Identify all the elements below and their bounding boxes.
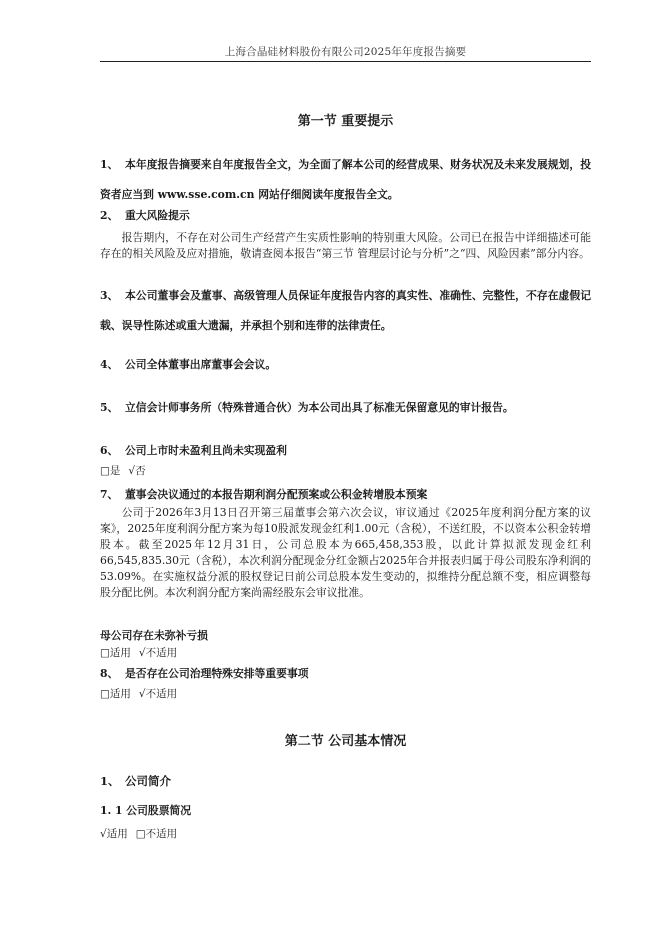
item-1-text: 本年度报告摘要来自年度报告全文，为全面了解本公司的经营成果、财务状况及未来发展规划，投资者应当到 www.sse.com.cn 网站仔细阅读年度报告全文。 — [100, 158, 591, 201]
item-8-title: 是否存在公司治理特殊安排等重要事项 — [125, 667, 309, 680]
item-5-num: 5、 — [100, 401, 119, 414]
item-6-num: 6、 — [100, 444, 119, 457]
item-8-options — [100, 686, 591, 701]
option-applicable[interactable]: □适用 — [100, 688, 131, 700]
item-7-num: 7、 — [100, 488, 119, 501]
item-5-text: 立信会计师事务所（特殊普通合伙）为本公司出具了标准无保留意见的审计报告。 — [125, 401, 514, 414]
item-5 — [100, 400, 591, 415]
item-3-text: 本公司董事会及董事、高级管理人员保证年度报告内容的真实性、准确性、完整性，不存在虚假记载、误导性陈述或重大遗漏，并承担个别和连带的法律责任。 — [100, 289, 591, 332]
item-4 — [100, 357, 591, 372]
parent-loss-title: 母公司存在未弥补亏损 — [100, 629, 208, 642]
option-not-applicable[interactable]: √不适用 — [138, 647, 178, 659]
item-2-num: 2、 — [100, 209, 119, 222]
s2-item-1 — [100, 773, 591, 789]
section2-title: 第二节 公司基本情况 — [284, 734, 407, 749]
parent-loss-options — [100, 645, 591, 660]
option-not-applicable[interactable]: √不适用 — [138, 688, 178, 700]
item-3-num: 3、 — [100, 289, 119, 302]
item-7-title: 董事会决议通过的本报告期利润分配预案或公积金转增股本预案 — [125, 488, 428, 501]
option-yes[interactable]: □是 — [100, 465, 121, 477]
item-2-title: 重大风险提示 — [125, 209, 190, 222]
item-2-text: 报告期内，不存在对公司生产经营产生实质性影响的特别重大风险。公司已在报告中详细描述可能存在的相关风险及应对措施，敬请查阅本报告“第三节 管理层讨论与分析”之“四、风险因素”部分内容。 — [100, 231, 591, 260]
header-rule — [100, 61, 591, 62]
option-applicable[interactable]: □适用 — [100, 647, 131, 659]
sub-1-1-options — [100, 826, 591, 841]
item-1-num: 1、 — [100, 158, 119, 171]
item-2 — [100, 208, 591, 262]
item-7-text: 公司于2026年3月13日召开第三届董事会第六次会议，审议通过《2025年度利润分配方案的议案》，2025年度利润分配方案为每10股派发现金红利1.00元（含税），不送红股，不以资本公积金转增股本。截至2025年12月31日，公司总股本为665,458,353股，以此计算拟派发现金红利66,545,835.30元（含税），本次利润分配现金分红金额占2025年合并报表归属于母公司股东净利润的53.09%。在实施权益分派的股权登记日前公司总股本发生变动的，拟维持分配总额不变，相应调整每股分配比例。本次利润分配方案尚需经股东会审议批准。 — [100, 506, 591, 599]
item-8 — [100, 666, 591, 681]
item-4-text: 公司全体董事出席董事会会议。 — [125, 358, 277, 371]
item-1 — [100, 150, 591, 210]
item-4-num: 4、 — [100, 358, 119, 371]
s2-item-1-num: 1、 — [100, 774, 120, 788]
item-7 — [100, 487, 591, 601]
item-3 — [100, 281, 591, 341]
option-applicable[interactable]: √适用 — [100, 828, 128, 840]
s2-item-1-title: 公司简介 — [125, 774, 171, 788]
section1-title: 第一节 重要提示 — [297, 114, 394, 129]
option-not-applicable[interactable]: □不适用 — [135, 828, 178, 840]
sub-1-1-title: 1. 1 公司股票简况 — [100, 804, 192, 817]
item-6-title: 公司上市时未盈利且尚未实现盈利 — [125, 444, 287, 457]
item-8-num: 8、 — [100, 667, 119, 680]
option-no[interactable]: √否 — [128, 465, 146, 477]
item-6 — [100, 443, 591, 458]
page-header: 上海合晶硅材料股份有限公司2025年年度报告摘要 — [224, 46, 467, 58]
item-6-options — [100, 463, 591, 478]
